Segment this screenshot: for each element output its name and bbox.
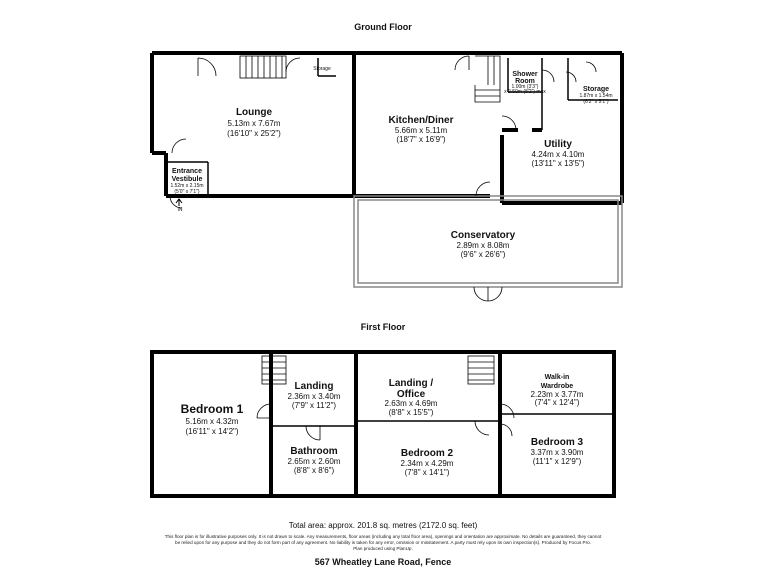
landing-label: Landing: [294, 381, 334, 392]
entrance-label-2: Vestibule: [171, 176, 203, 183]
in-marker: IN: [177, 207, 183, 213]
kitchen-label: Kitchen/Diner: [388, 115, 454, 126]
landing-office-metric: 2.63m x 4.69m: [384, 399, 438, 408]
conservatory-label: Conservatory: [450, 230, 516, 241]
entrance-metric: 1.52m x 2.15m: [170, 183, 204, 189]
conservatory-imperial: (9'6" x 26'6"): [460, 250, 506, 259]
ground-floor-plan: [152, 53, 622, 301]
shower-label-2: Room: [515, 78, 535, 85]
bedroom1-metric: 5.16m x 4.32m: [185, 417, 239, 426]
landing-office-imperial: (8'8" x 15'5"): [388, 408, 434, 417]
property-address: 567 Wheatley Lane Road, Fence: [314, 557, 452, 567]
shower-metric: 1.00m (3'3"): [511, 84, 539, 90]
shower-imperial: x 2.50m (8'2") max: [504, 89, 546, 95]
bedroom3-imperial: (11'1" x 12'9"): [532, 457, 582, 466]
bathroom-metric: 2.65m x 2.60m: [287, 457, 341, 466]
walkin-imperial: (7'4" x 12'4"): [534, 398, 580, 407]
shower-label-1: Shower: [512, 71, 538, 78]
lounge-label: Lounge: [235, 107, 273, 118]
first-floor-title: First Floor: [360, 322, 406, 332]
bathroom-imperial: (8'8" x 8'6"): [293, 466, 335, 475]
lounge-metric: 5.13m x 7.67m: [227, 119, 281, 128]
bedroom2-label: Bedroom 2: [400, 448, 454, 459]
lounge-imperial: (16'10" x 25'2"): [227, 129, 281, 138]
landing-office-label-1: Landing /: [388, 378, 434, 389]
storage-label: Storage: [582, 86, 610, 93]
ff-staircase: [262, 356, 494, 384]
storage-imperial: (6'2" x 5'1"): [583, 99, 609, 105]
conservatory-metric: 2.89m x 8.08m: [456, 241, 510, 250]
ff-labels: [181, 374, 584, 477]
entrance-label-1: Entrance: [172, 168, 202, 175]
total-area: Total area: approx. 201.8 sq. metres (2172.0 sq. feet): [288, 521, 478, 530]
landing-metric: 2.36m x 3.40m: [287, 392, 341, 401]
utility-label: Utility: [544, 139, 572, 150]
bedroom2-imperial: (7'8" x 14'1"): [404, 468, 450, 477]
disclaimer-line-3: Plan produced using PlanUp.: [353, 546, 413, 551]
bedroom3-metric: 3.37m x 3.90m: [530, 448, 584, 457]
walkin-label-1: Walk-in: [544, 374, 570, 381]
landing-office-label-2: Office: [396, 389, 426, 400]
gf-staircase: [240, 56, 500, 102]
storage-metric: 1.87m x 1.54m: [579, 93, 613, 99]
walkin-label-2: Wardrobe: [540, 383, 574, 390]
bedroom3-label: Bedroom 3: [530, 437, 584, 448]
bedroom2-metric: 2.34m x 4.29m: [400, 459, 454, 468]
bedroom1-label: Bedroom 1: [180, 402, 244, 416]
disclaimer-line-2: be relied upon for any purpose and they do not form part of any agreement. No liability is taken for any error, omission or misstatement. A party must rely upon its own inspection(s). Produced by Focus Pro.: [175, 540, 591, 545]
utility-imperial: (13'11" x 13'5"): [531, 159, 585, 168]
kitchen-imperial: (18'7" x 16'9"): [396, 135, 446, 144]
entrance-imperial: (5'0" x 7'1"): [174, 189, 200, 195]
entrance-arrow: [176, 199, 182, 206]
kitchen-metric: 5.66m x 5.11m: [394, 126, 448, 135]
walkin-metric: 2.23m x 3.77m: [530, 390, 584, 399]
bedroom1-imperial: (16'11" x 14'2"): [185, 427, 239, 436]
utility-metric: 4.24m x 4.10m: [531, 150, 585, 159]
landing-imperial: (7'9" x 11'2"): [291, 401, 337, 410]
ground-floor-title: Ground Floor: [354, 22, 412, 32]
disclaimer-line-1: This floor plan is for illustrative purposes only. It is not drawn to scale. Any measurements, floor areas (including any total floor area), openings and orientation are approximate. No details are guaranteed, they cannot: [164, 534, 602, 539]
gf-labels: [170, 66, 612, 259]
small-storage-label: Storage: [313, 66, 331, 72]
bathroom-label: Bathroom: [290, 446, 338, 457]
